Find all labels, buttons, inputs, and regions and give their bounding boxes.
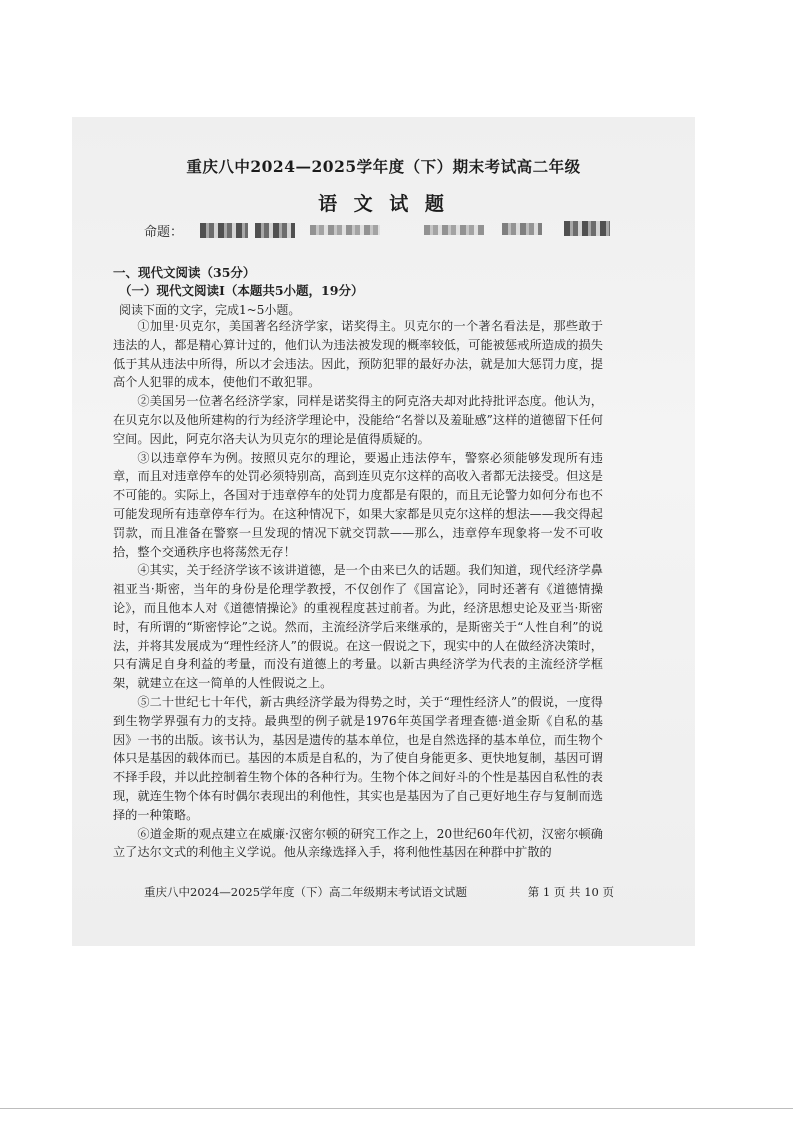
reading-instruction: 阅读下面的文字，完成1~5小题。	[119, 303, 301, 317]
redaction-block	[564, 221, 610, 236]
footer-page-number: 第 1 页 共 10 页	[527, 885, 614, 899]
subsection-heading: （一）现代文阅读Ⅰ（本题共5小题，19分）	[119, 283, 364, 298]
redaction-block	[200, 223, 248, 238]
section-heading: 一、现代文阅读（35分）	[113, 265, 256, 280]
photographed-exam-page	[72, 117, 695, 946]
page-edge	[0, 1108, 793, 1109]
paragraph-4: ④其实，关于经济学该不该讲道德，是一个由来已久的话题。我们知道，现代经济学鼻祖亚当·斯密，当年的身份是伦理学教授，不仅创作了《国富论》，同时还著有《道德情操论》，而且他本人对《道德情操论》的重视程度甚过前者。为此，经济思想史论及亚当·斯密时，有所谓的“斯密悖论”之说。然而，主流经济学后来继承的，是斯密关于“人性自利”的说法，并将其发展成为“理性经济人”的假说。在这一假说之下，现实中的人在做经济决策时，只有满足自身利益的考量，而没有道德上的考量。以新古典经济学为代表的主流经济学框架，就建立在这一简单的人性假说之上。	[113, 563, 603, 691]
paragraph-3: ③以违章停车为例。按照贝克尔的理论，要遏止违法停车，警察必须能够发现所有违章，而且对违章停车的处罚必须特别高，高到连贝克尔这样的高收入者都无法接受。但这是不可能的。实际上，各国对于违章停车的处罚力度都是有限的，而且无论警力如何分布也不可能发现所有违章停车行为。在这种情况下，如果大家都是贝克尔这样的想法——我交得起罚款，而且准备在警察一旦发现的情况下就交罚款——那么，违章停车现象将一发不可收拾，整个交通秩序也将荡然无存！	[113, 450, 603, 559]
paragraph-6: ⑥道金斯的观点建立在威廉·汉密尔顿的研究工作之上，20世纪60年代初，汉密尔顿确立了达尔文式的利他主义学说。他从亲缘选择入手，将利他性基因在种群中扩散的	[113, 826, 603, 860]
redaction-block	[310, 225, 380, 235]
redaction-block	[502, 223, 542, 235]
passage-body	[113, 317, 603, 862]
author-label: 命题：	[144, 225, 184, 240]
exam-title: 重庆八中2024—2025学年度（下）期末考试高二年级	[186, 157, 581, 176]
footer-exam-name: 重庆八中2024—2025学年度（下）高二年级期末考试语文试题	[144, 885, 468, 899]
paragraph-5: ⑤二十世纪七十年代，新古典经济学最为得势之时，关于“理性经济人”的假说，一度得到生物学界强有力的支持。最典型的例子就是1976年英国学者理查德·道金斯《自私的基因》一书的出版。该书认为，基因是遗传的基本单位，也是自然选择的基本单位，而生物个体只是基因的载体而已。基因的本质是自私的，为了使自身能更多、更快地复制，基因可谓不择手段，并以此控制着生物个体的各种行为。生物个体之间好斗的个性是基因自私性的表现，就连生物个体有时偶尔表现出的利他性，其实也是基因为了自己更好地生存与复制而选择的一种策略。	[113, 694, 603, 822]
redaction-block	[424, 225, 484, 235]
subject-title: 语 文 试 题	[318, 193, 449, 215]
paragraph-1: ①加里·贝克尔，美国著名经济学家，诺奖得主。贝克尔的一个著名看法是，那些敢于违法的人，都是精心算计过的，他们认为违法被发现的概率较低，可能被惩戒所造成的损失低于其从违法中所得，所以才会违法。因此，预防犯罪的最好办法，就是加大惩罚力度，提高个人犯罪的成本，使他们不敢犯罪。	[113, 319, 603, 390]
redaction-block	[255, 223, 295, 238]
page-footer	[144, 884, 614, 900]
paragraph-2: ②美国另一位著名经济学家，同样是诺奖得主的阿克洛夫却对此持批评态度。他认为，在贝克尔以及他所建构的行为经济学理论中，没能给“名誉以及羞耻感”这样的道德留下任何空间。因此，阿克尔洛夫认为贝克尔的理论是值得质疑的。	[113, 394, 603, 446]
